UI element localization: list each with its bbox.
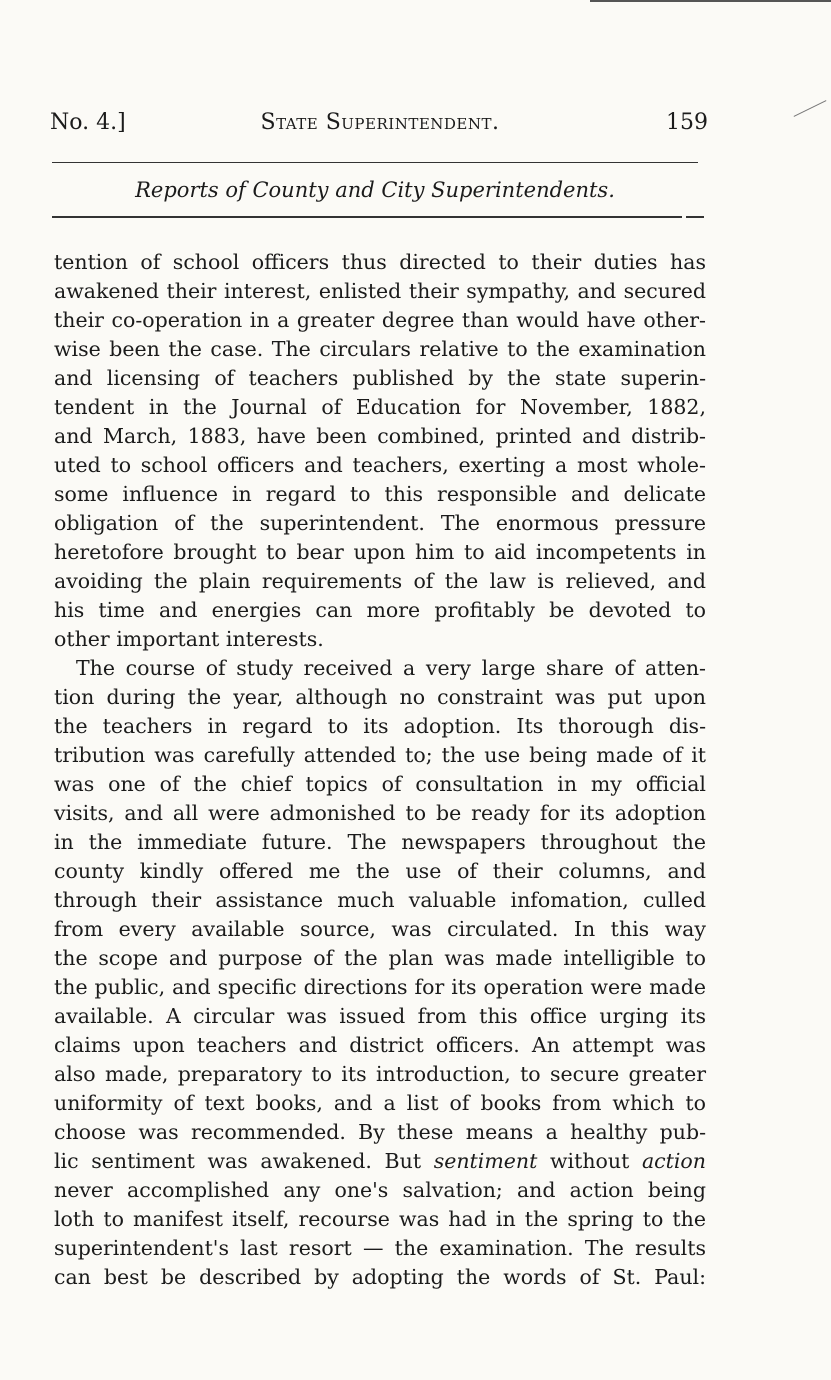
text-line: his time and energies can more profitably be devoted to: [54, 598, 706, 622]
text-line: county kindly offered me the use of their columns, and: [54, 859, 706, 883]
paragraph-1: [54, 248, 706, 654]
text-line: tention of school officers thus directed to their duties has: [54, 250, 706, 274]
text-line: the teachers in regard to its adoption. Its thorough dis-: [54, 714, 706, 738]
line-text: without: [537, 1149, 642, 1173]
text-line: in the immediate future. The newspapers throughout the: [54, 830, 706, 854]
text-line: uniformity of text books, and a list of books from which to: [54, 1091, 706, 1115]
text-line: through their assistance much valuable infomation, culled: [54, 888, 706, 912]
text-line: can best be described by adopting the words of St. Paul:: [54, 1265, 706, 1289]
body-text: [54, 248, 706, 1292]
text-line: awakened their interest, enlisted their sympathy, and secured: [54, 279, 706, 303]
text-line: claims upon teachers and district officers. An attempt was: [54, 1033, 706, 1057]
page-number: 159: [666, 110, 708, 135]
text-line: never accomplished any one's salvation; and action being: [54, 1178, 706, 1202]
text-line: superintendent's last resort — the examination. The results: [54, 1236, 706, 1260]
text-line: tribution was carefully attended to; the use being made of it: [54, 743, 706, 767]
running-header: [50, 106, 710, 140]
text-line: the public, and specific directions for its operation were made: [54, 975, 706, 999]
text-line: was one of the chief topics of consultation in my official: [54, 772, 706, 796]
text-line: the scope and purpose of the plan was made intelligible to: [54, 946, 706, 970]
text-line: loth to manifest itself, recourse was had in the spring to the: [54, 1207, 706, 1231]
stray-mark: [794, 100, 827, 117]
text-line: available. A circular was issued from this office urging its: [54, 1004, 706, 1028]
text-line: from every available source, was circulated. In this way: [54, 917, 706, 941]
line-text: lic sentiment was awakened. But: [54, 1149, 434, 1173]
emphasis-sentiment: sentiment: [433, 1149, 538, 1173]
text-line: choose was recommended. By these means a healthy pub-: [54, 1120, 706, 1144]
text-line: other important interests.: [54, 627, 324, 651]
paragraph-2: [54, 654, 706, 1292]
emphasis-action: action: [641, 1149, 706, 1173]
subtitle-rule-end: [686, 216, 704, 218]
text-line-with-emphasis: [54, 1147, 706, 1176]
text-line: visits, and all were admonished to be ready for its adoption: [54, 801, 706, 825]
text-line: heretofore brought to bear upon him to aid incompetents in: [54, 540, 706, 564]
text-line: avoiding the plain requirements of the law is relieved, and: [54, 569, 706, 593]
text-line: and March, 1883, have been combined, printed and distrib-: [54, 424, 706, 448]
running-title: State Superintendent.: [260, 110, 500, 135]
text-line: The course of study received a very large share of atten-: [76, 656, 706, 680]
section-subtitle: Reports of County and City Superintendents.: [135, 178, 615, 202]
issue-number: No. 4.]: [50, 110, 126, 135]
text-line: uted to school officers and teachers, exerting a most whole-: [54, 453, 706, 477]
text-line: tion during the year, although no constraint was put upon: [54, 685, 706, 709]
text-line: and licensing of teachers published by the state superin-: [54, 366, 706, 390]
text-line: obligation of the superintendent. The enormous pressure: [54, 511, 706, 535]
text-line: also made, preparatory to its introduction, to secure greater: [54, 1062, 706, 1086]
text-line: their co-operation in a greater degree than would have other-: [54, 308, 706, 332]
text-line: tendent in the Journal of Education for November, 1882,: [54, 395, 706, 419]
top-edge-rule: [590, 0, 831, 2]
text-line: some influence in regard to this responsible and delicate: [54, 482, 706, 506]
header-rule: [52, 162, 698, 163]
text-line: wise been the case. The circulars relative to the examination: [54, 337, 706, 361]
subtitle-rule: [52, 216, 682, 218]
